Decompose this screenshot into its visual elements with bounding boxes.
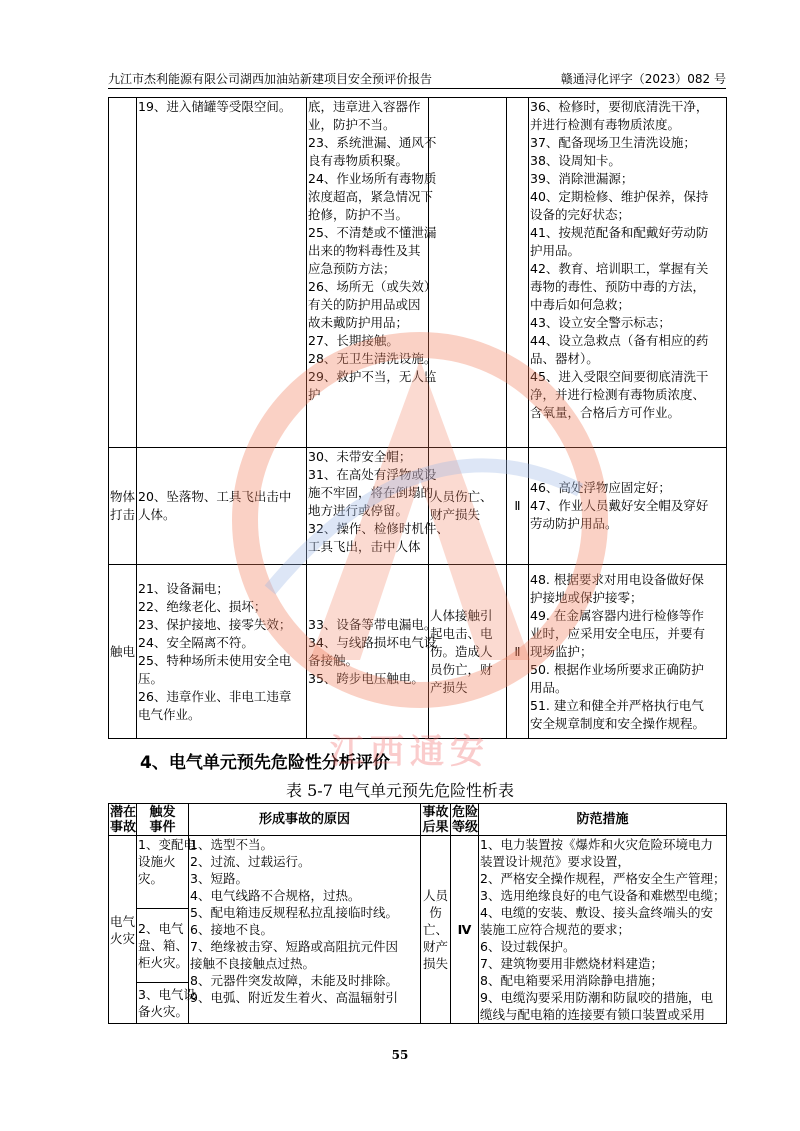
cell-line: 2、电气 <box>138 921 184 936</box>
header-report-number: 赣通浔化评字（2023）082 号 <box>560 72 726 86</box>
cell-line: 6、设过载保护。 <box>480 939 576 954</box>
header-level <box>451 804 479 836</box>
accident-cell <box>109 836 137 1024</box>
cell-line: 4、电气线路不合规格，过热。 <box>190 888 361 903</box>
cell-line: 23、系统泄漏、通风不 <box>308 135 437 150</box>
cell-line: 装置设计规范》要求设置， <box>480 854 631 869</box>
cell-line: 人体。 <box>138 507 176 522</box>
cell-line: 8、配电箱要采用消除静电措施； <box>480 973 663 988</box>
cell-line: 备火灾。 <box>138 1004 189 1020</box>
cell-line: 2、严格安全操作规程，严格安全生产管理； <box>480 871 726 886</box>
result-cell <box>421 836 451 1024</box>
cell-line: 电气 <box>110 913 136 929</box>
header-trigger <box>137 804 189 836</box>
level-cell: Ⅳ <box>451 836 479 1024</box>
cell-line: 6、接地不良。 <box>190 922 273 937</box>
hazard-analysis-table-continued <box>108 97 727 739</box>
cell-line: 底，违章进入容器作 <box>308 99 421 114</box>
cell-line: 5、配电箱违反规程私拉乱接临时线。 <box>190 905 398 920</box>
cell-line: 起电击、电 <box>430 625 493 641</box>
trigger-cell <box>137 836 196 909</box>
cell-line: 员伤亡，财 <box>430 661 493 677</box>
measures-cell <box>529 98 727 448</box>
cell-line: 29、救护不当，无人监 <box>308 369 437 384</box>
cell-line: 9、电弧、附近发生着火、高温辐射引 <box>190 990 398 1005</box>
cell-line: 潜在 <box>110 804 137 820</box>
trigger-cell <box>137 448 307 565</box>
cell-line: 良有毒物质积聚。 <box>308 153 409 168</box>
cell-line: 有关的防护用品或因 <box>308 297 421 312</box>
cell-line: 施不牢固，将在倒塌的 <box>308 485 434 500</box>
cause-cell <box>189 836 421 1024</box>
cell-line: 1、选型不当。 <box>190 837 273 852</box>
cell-line: 事故 <box>422 804 449 820</box>
cell-line: 3、短路。 <box>190 871 248 886</box>
cell-line: 3、选用绝缘良好的电气设备和难燃型电缆； <box>480 888 726 903</box>
cell-line: 人员 <box>422 888 448 903</box>
cell-line: 出来的物料毒性及其 <box>308 243 421 258</box>
cell-line: 23、保护接地、接零失效； <box>138 616 292 632</box>
cell-line: 财产 <box>422 939 448 954</box>
trigger-cell <box>137 565 307 739</box>
cell-line: 亡、 <box>422 922 448 937</box>
cell-line: 30、未带安全帽； <box>308 449 412 464</box>
cell-line: 45、进入受限空间要彻底清洗干 <box>530 369 709 384</box>
header-measures: 防范措施 <box>479 804 727 836</box>
level-cell: Ⅱ <box>507 448 529 565</box>
result-cell <box>429 448 507 565</box>
cell-line: 护接地或保护接零； <box>530 589 643 605</box>
cell-line: 3、电气设 <box>138 987 196 1003</box>
cell-line: 应急预防方法； <box>308 261 396 276</box>
cell-line: 8、元器件突发故障，未能及时排除。 <box>190 973 398 988</box>
cell-line: 接触不良接触点过热。 <box>190 956 316 971</box>
level-cell <box>507 98 529 448</box>
cell-line: 工具飞出，击中人体 <box>308 539 421 554</box>
cell-line: 后果 <box>422 819 449 835</box>
cell-line: 损失 <box>422 956 448 971</box>
cell-line: 37、配备现场卫生清洗设施； <box>530 135 696 150</box>
cell-line: 19、进入储罐等受限空间。 <box>138 99 292 114</box>
measures-cell <box>529 448 727 565</box>
cell-line: 地方进行或停留。 <box>308 503 409 518</box>
table-header-row <box>109 804 727 836</box>
cause-cell <box>307 448 449 565</box>
cell-line: 35、跨步电压触电。 <box>308 670 424 686</box>
cell-line: 触发 <box>149 804 176 820</box>
cell-line: 护 <box>308 387 321 402</box>
cell-line: 打击 <box>110 507 136 522</box>
cell-line: 21、设备漏电； <box>138 580 229 596</box>
cell-line: 毒物的毒性、预防中毒的方法， <box>530 279 706 294</box>
cell-line: 51. 建立和健全并严格执行电气 <box>530 697 704 713</box>
cell-line: 34、与线路损坏电气设 <box>308 634 437 650</box>
cell-line: 火灾 <box>110 930 136 946</box>
cell-line: 48. 根据要求对用电设备做好保 <box>530 571 704 587</box>
cell-line: 31、在高处有浮物或设 <box>308 467 437 482</box>
cell-line: 28、无卫生清洗设施。 <box>308 351 437 366</box>
cell-line: 46、高处浮物应固定好； <box>530 480 671 495</box>
table-caption: 表 5-7 电气单元预先危险性析表 <box>286 781 514 800</box>
cell-line: 用品。 <box>530 679 568 695</box>
cell-line: 品、器材）。 <box>530 351 599 366</box>
cell-line: 含氧量，合格后方可作业。 <box>530 405 681 420</box>
cause-cell <box>307 98 437 448</box>
cell-line: 中毒后如何急救； <box>530 297 631 312</box>
cell-line: 业，防护不当。 <box>308 117 396 132</box>
cell-line: 装施工应符合规范的要求； <box>480 922 631 937</box>
page-number: 55 <box>391 1048 409 1062</box>
page-header <box>108 70 726 89</box>
cell-line: 22、绝缘老化、损坏； <box>138 598 267 614</box>
cell-line: 缆线与配电箱的连接要有锁口装置或采用 <box>480 1007 706 1022</box>
cell-line: 电气作业。 <box>138 706 201 722</box>
cell-line: 人体接触引 <box>430 607 493 623</box>
cell-line: 财产损失 <box>430 507 481 522</box>
cell-line: 40、定期检修、维护保养，保持 <box>530 189 709 204</box>
cell-line: 净，并进行检测有毒物质浓度、 <box>530 387 706 402</box>
cell-line: 9、电缆沟要采用防潮和防鼠咬的措施，电 <box>480 990 713 1005</box>
header-accident <box>109 804 137 836</box>
table-row <box>109 836 727 909</box>
cell-line: 物体 <box>110 489 136 504</box>
result-cell <box>429 98 507 448</box>
cell-line: 事故 <box>110 819 137 835</box>
section-title: 4、电气单元预先危险性分析评价 <box>140 753 390 773</box>
cell-line: 25、不清楚或不懂泄漏 <box>308 225 437 240</box>
cell-line: 43、设立安全警示标志； <box>530 315 671 330</box>
cell-line: 安全规章制度和安全操作规程。 <box>530 715 706 731</box>
cell-line: 1、电力装置按《爆炸和火灾危险环境电力 <box>480 837 713 852</box>
cell-line: 柜火灾。 <box>138 955 189 970</box>
cause-cell <box>307 565 437 739</box>
trigger-cell <box>137 98 307 448</box>
cell-line: 护用品。 <box>530 243 581 258</box>
cell-line: 事件 <box>149 819 176 835</box>
header-result <box>421 804 451 836</box>
table-row <box>109 448 727 565</box>
cell-line: 故未戴防护用品； <box>308 315 409 330</box>
cell-line: 33、设备等带电漏电。 <box>308 616 437 632</box>
cell-line: 1、变配电 <box>138 837 196 852</box>
cell-line: 产损失 <box>430 679 468 695</box>
cell-line: 灾。 <box>138 871 164 886</box>
cell-line: 盘、箱、 <box>138 938 189 953</box>
cell-line: 危险 <box>452 804 479 820</box>
cell-line: 36、检修时，要彻底清洗干净， <box>530 99 709 114</box>
cell-line: 24、安全隔离不符。 <box>138 634 254 650</box>
cell-line: 并进行检测有毒物质浓度。 <box>530 117 681 132</box>
header-cause: 形成事故的原因 <box>189 804 421 836</box>
accident-cell <box>109 565 137 739</box>
table-row <box>109 98 727 448</box>
cell-line: 26、场所无（或失效） <box>308 279 437 294</box>
cell-line: 压。 <box>138 670 164 686</box>
header-report-title: 九江市杰利能源有限公司湖西加油站新建项目安全预评价报告 <box>108 72 433 86</box>
cell-line: 4、电缆的安装、敷设、接头盒终端头的安 <box>480 905 713 920</box>
cell-line: 49. 在金属容器内进行检修等作 <box>530 607 704 623</box>
cell-line: 设施火 <box>138 854 176 869</box>
cell-line: 7、建筑物要用非燃烧材料建造； <box>480 956 663 971</box>
cell-line: 设备的完好状态； <box>530 207 631 222</box>
cell-line: 39、消除泄漏源； <box>530 171 634 186</box>
cell-line: 50. 根据作业场所要求正确防护 <box>530 661 704 677</box>
cell-line: 47、作业人员戴好安全帽及穿好 <box>530 498 709 513</box>
cell-line: 2、过流、过载运行。 <box>190 854 311 869</box>
cell-line: 人员伤亡、 <box>430 489 493 504</box>
trigger-cell <box>137 908 189 983</box>
cell-line: 等级 <box>452 819 479 835</box>
accident-cell <box>109 98 137 448</box>
level-cell: Ⅱ <box>507 565 529 739</box>
cell-line: 现场监护； <box>530 643 593 659</box>
cell-line: 伤 <box>429 905 442 920</box>
electrical-hazard-table <box>108 803 727 1024</box>
result-cell <box>429 565 507 739</box>
cell-line: 20、坠落物、工具飞出击中 <box>138 489 292 504</box>
cell-line: 25、特种场所未使用安全电 <box>138 652 292 668</box>
cell-line: 浓度超高，紧急情况下 <box>308 189 434 204</box>
cell-line: 26、违章作业、非电工违章 <box>138 688 292 704</box>
accident-cell <box>109 448 137 565</box>
trigger-cell <box>137 983 196 1024</box>
cell-line: 41、按规范配备和配戴好劳动防 <box>530 225 709 240</box>
cell-line: 32、操作、检修时机件、 <box>308 521 449 536</box>
cell-line: 42、教育、培训职工，掌握有关 <box>530 261 709 276</box>
cell-line: 劳动防护用品。 <box>530 516 618 531</box>
cell-line: 业时，应采用安全电压，并要有 <box>530 625 706 641</box>
cell-line: 触电 <box>110 643 136 659</box>
measures-cell <box>479 836 727 1024</box>
table-row <box>109 565 727 739</box>
cell-line: 备接触。 <box>308 652 359 668</box>
cell-line: 38、设周知卡。 <box>530 153 621 168</box>
cell-line: 伤。造成人 <box>430 643 493 659</box>
measures-cell <box>529 565 727 739</box>
cell-line: 抢修，防护不当。 <box>308 207 409 222</box>
cell-line: 27、长期接触。 <box>308 333 399 348</box>
cell-line: 7、绝缘被击穿、短路或高阻抗元件因 <box>190 939 398 954</box>
cell-line: 24、作业场所有毒物质 <box>308 171 437 186</box>
cell-line: 44、设立急救点（备有相应的药 <box>530 333 709 348</box>
watermark-text: 江西通安 <box>330 732 490 772</box>
